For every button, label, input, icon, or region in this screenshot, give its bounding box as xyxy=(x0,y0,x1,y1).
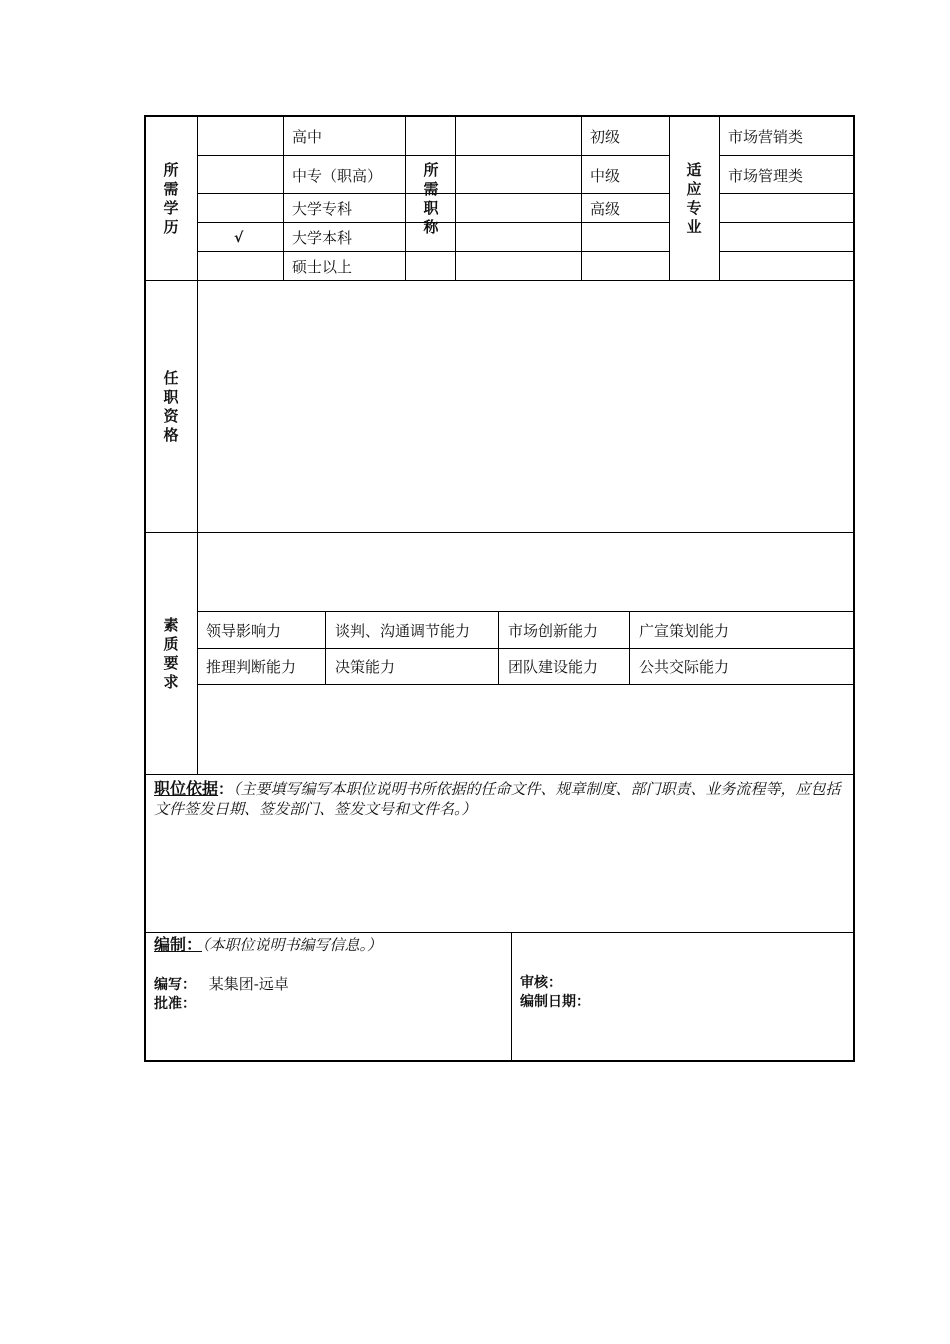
col-divider xyxy=(511,932,512,1062)
writer-value: 某集团-远卓 xyxy=(208,975,289,993)
col-divider xyxy=(498,611,499,684)
section-divider xyxy=(146,932,855,933)
major-option: 市场管理类 xyxy=(728,167,804,185)
row-divider xyxy=(197,251,669,252)
compile-label: 编制： xyxy=(154,935,203,954)
col-divider xyxy=(719,117,720,280)
title-option: 中级 xyxy=(590,167,621,185)
education-option: 中专（职高） xyxy=(292,167,383,185)
review-label: 审核： xyxy=(520,975,562,991)
quality-item: 公共交际能力 xyxy=(639,658,730,676)
section-divider xyxy=(146,532,855,533)
row-divider xyxy=(719,193,855,194)
job-basis-colon: ： xyxy=(218,780,234,798)
quality-item: 决策能力 xyxy=(335,658,396,676)
col-divider xyxy=(581,117,582,280)
compile-header xyxy=(154,935,382,955)
approve-label: 批准： xyxy=(154,996,196,1012)
section-divider xyxy=(146,774,855,775)
writer-label: 编写： xyxy=(154,977,196,993)
col-divider xyxy=(669,117,670,280)
row-divider xyxy=(197,648,855,649)
col-divider xyxy=(455,117,456,280)
col-divider xyxy=(197,117,198,774)
title-requirement-label: 所需职称 xyxy=(423,161,439,236)
quality-item: 团队建设能力 xyxy=(508,658,599,676)
quality-item: 市场创新能力 xyxy=(508,622,599,640)
education-option: 大学专科 xyxy=(292,200,353,218)
education-label: 所需学历 xyxy=(163,161,179,236)
row-divider xyxy=(719,251,855,252)
title-option: 初级 xyxy=(590,128,621,146)
title-option: 高级 xyxy=(590,200,621,218)
job-basis-label: 职位依据 xyxy=(154,779,219,798)
major-option: 市场营销类 xyxy=(728,128,804,146)
col-divider xyxy=(283,117,284,280)
job-basis-section xyxy=(154,779,849,819)
education-option: 硕士以上 xyxy=(292,258,353,276)
quality-item: 领导影响力 xyxy=(206,622,282,640)
section-divider xyxy=(146,280,855,281)
job-basis-note: （主要填写编写本职位说明书所依据的任命文件、规章制度、部门职责、业务流程等，应包括文件签发日期、签发部门、签发文号和文件名。） xyxy=(154,780,841,818)
col-divider xyxy=(629,611,630,684)
major-label: 适应专业 xyxy=(686,161,702,236)
qualification-label: 任职资格 xyxy=(163,369,179,444)
education-checkmark: √ xyxy=(234,230,244,246)
row-divider xyxy=(197,155,669,156)
job-description-form xyxy=(144,115,855,1062)
quality-item: 广宣策划能力 xyxy=(639,622,730,640)
compile-note: （本职位说明书编写信息。） xyxy=(202,936,383,954)
row-divider xyxy=(197,684,855,685)
row-divider xyxy=(197,611,855,612)
row-divider xyxy=(719,222,855,223)
education-option: 大学本科 xyxy=(292,229,353,247)
writer-row xyxy=(154,974,289,995)
quality-label: 素质要求 xyxy=(163,616,179,691)
date-label: 编制日期： xyxy=(520,994,590,1010)
quality-item: 谈判、沟通调节能力 xyxy=(335,622,471,640)
col-divider xyxy=(325,611,326,684)
education-option: 高中 xyxy=(292,128,323,146)
quality-item: 推理判断能力 xyxy=(206,658,297,676)
row-divider xyxy=(719,155,855,156)
col-divider xyxy=(405,117,406,280)
